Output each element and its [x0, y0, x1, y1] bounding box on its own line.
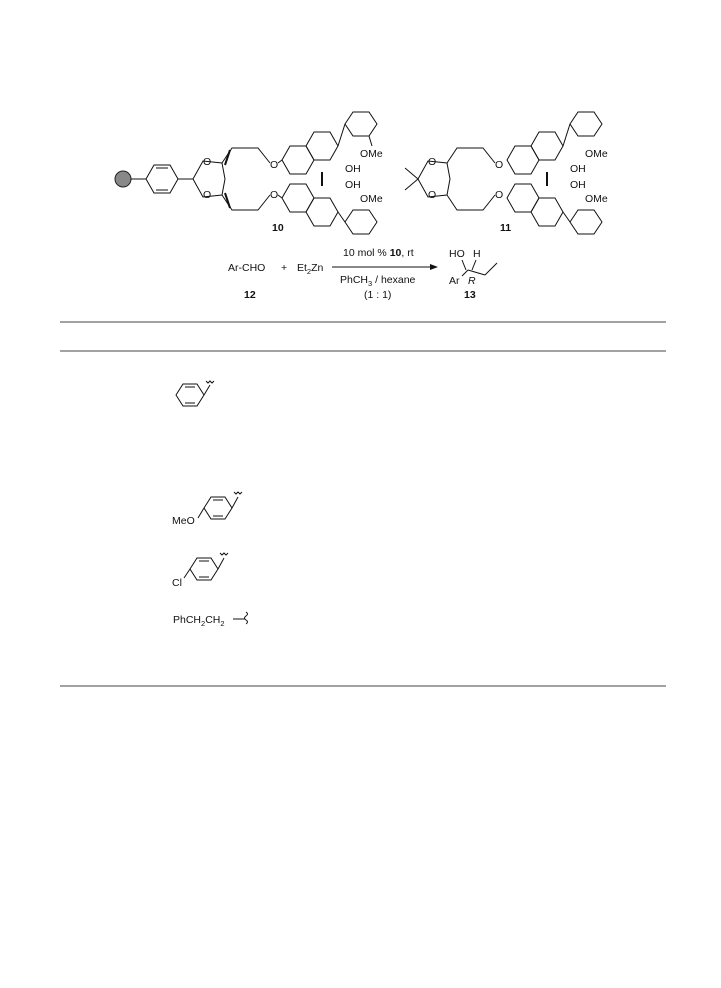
polymer-bead-icon: [115, 171, 131, 187]
product-ar: Ar: [449, 275, 460, 287]
compound-label-13: 13: [464, 289, 476, 301]
c11-ether-o-2: O: [495, 189, 504, 201]
table-row-chlorophenyl: [172, 553, 228, 589]
condition-catalyst: 10 mol % 10, rt: [343, 247, 414, 259]
wavy-bond-icon: [206, 381, 214, 383]
compound-label-12: 12: [244, 289, 256, 301]
table-row-phenyl: [176, 381, 214, 406]
phenethyl-label: $PhCH_2CH_2$: [173, 614, 225, 628]
c11-ether-o-1: O: [495, 159, 504, 171]
reagent-diethylzinc: $Et_2Zn$: [297, 262, 324, 276]
compound-label-10: 10: [272, 222, 284, 234]
ring-o-bottom: O: [203, 189, 212, 201]
ome-label-1: OMe: [360, 148, 383, 160]
table-row-phenethyl: [173, 612, 248, 628]
oh-label-2: OH: [345, 179, 361, 191]
reaction-equation: [228, 247, 497, 301]
arrow-head-icon: [430, 264, 438, 270]
substrate-label: Ar-CHO: [228, 262, 266, 274]
wavy-bond-icon: [245, 612, 248, 624]
c11-ring-o-bottom: O: [428, 189, 437, 201]
product-ho: HO: [449, 248, 465, 260]
phenylene-ring: [146, 165, 178, 193]
c11-ome-1: OMe: [585, 148, 608, 160]
table-row-methoxyphenyl: [172, 492, 242, 527]
wavy-bond-icon: [234, 492, 242, 494]
condition-ratio: (1 : 1): [364, 289, 392, 301]
ring-o-top: O: [203, 156, 212, 168]
c11-ome-2: OMe: [585, 193, 608, 205]
ether-o-2: O: [270, 189, 279, 201]
ether-o-1: O: [270, 159, 279, 171]
c11-ring-o-top: O: [428, 156, 437, 168]
wavy-bond-icon: [220, 553, 228, 555]
product-r: R: [468, 275, 476, 287]
condition-solvent: PhCH$_3$ / hexane: [340, 274, 416, 288]
methoxy-label: MeO: [172, 515, 195, 527]
product-h: H: [473, 248, 481, 260]
c11-oh-2: OH: [570, 179, 586, 191]
ome-label-2: OMe: [360, 193, 383, 205]
compound-10: [115, 112, 383, 234]
oh-label-1: OH: [345, 163, 361, 175]
compound-label-11: 11: [500, 222, 512, 234]
chloro-label: Cl: [172, 577, 182, 589]
compound-11: [405, 112, 608, 234]
c11-oh-1: OH: [570, 163, 586, 175]
plus-sign: +: [281, 262, 288, 274]
